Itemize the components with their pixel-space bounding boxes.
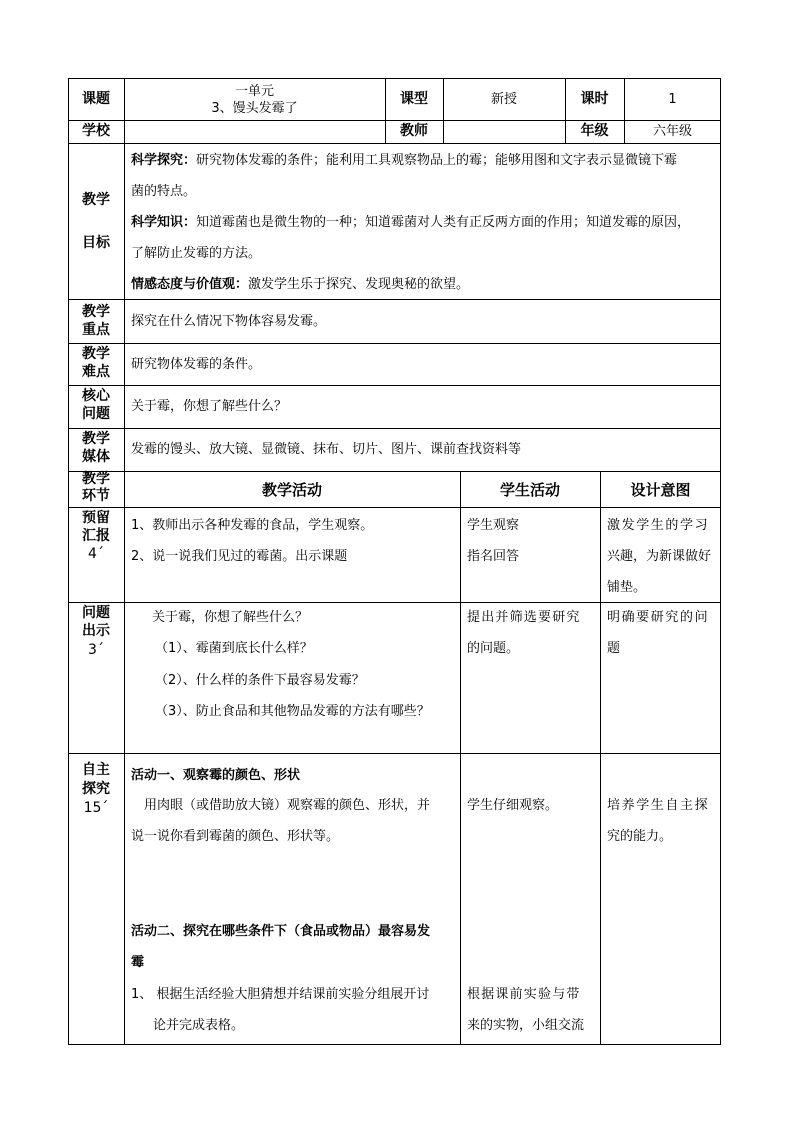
stage2-design-line-2: 题 [607, 641, 621, 656]
grade-label: 年级 [580, 123, 609, 139]
core-question-label-line-2: 问题 [82, 406, 110, 422]
stage3-time: 15´ [83, 800, 109, 816]
stage3-activity2-title-line-2: 霉 [131, 955, 145, 970]
period-value: 1 [668, 92, 677, 107]
core-question-label-line-1: 核心 [82, 388, 110, 404]
stage3-activity1-title: 活动一、观察霉的颜色、形状 [131, 768, 301, 783]
stage2-teaching-line-3: （2）、什么样的条件下最容易发霉？ [155, 673, 365, 688]
stage3-activity2-item-line-1: 1、 根据生活经验大胆猜想并结课前实验分组展开讨 [131, 987, 430, 1002]
type-value: 新授 [490, 92, 517, 107]
difficulty-label-line-1: 教学 [82, 346, 110, 362]
row-divider [68, 143, 721, 144]
goal-science-knowledge-title: 科学知识： [131, 215, 197, 230]
media-label-line-2: 媒体 [82, 449, 110, 465]
stage2-teaching-line-2: （1）、霉菌到底长什么样？ [155, 641, 313, 656]
row-divider [68, 343, 721, 344]
row-divider [68, 471, 721, 472]
stage2-design-line-1: 明确要研究的问 [607, 610, 710, 625]
stage3-design-line-2: 究的能力。 [607, 829, 673, 844]
stage2-teaching-line-1: 关于霉，你想了解些什么？ [152, 610, 309, 625]
core-question-text: 关于霉，你想了解些什么？ [131, 399, 288, 414]
grade-value: 六年级 [652, 124, 692, 139]
column-divider [443, 78, 444, 143]
stage3-activity1-line-1: 用肉眼（或借助放大镜）观察霉的颜色、形状，并 [144, 798, 431, 813]
stage1-design-line-3: 铺垫。 [607, 580, 647, 595]
stage1-label-line-1: 预留 [82, 510, 110, 526]
row-divider [68, 507, 721, 508]
process-label-line-1: 教学 [82, 471, 110, 487]
stage2-student-line-2: 的问题。 [467, 641, 520, 656]
stage2-teaching-line-4: （3）、防止食品和其他物品发霉的方法有哪些？ [155, 704, 430, 719]
topic-line-1: 一单元 [234, 84, 274, 99]
goals-label-line-1: 教学 [82, 192, 110, 208]
topic-label: 课题 [82, 91, 110, 107]
row-divider [68, 428, 721, 429]
goal-science-inquiry-title: 科学探究： [131, 153, 197, 168]
column-header-student: 学生活动 [499, 481, 560, 499]
stage1-teaching-line-2: 2、说一说我们见过的霉菌。出示课题 [131, 549, 348, 564]
media-text: 发霉的馒头、放大镜、显微镜、抹布、切片、图片、课前查找资料等 [131, 442, 522, 457]
goal-science-inquiry-line-2: 菌的特点。 [131, 184, 197, 199]
difficulty-label-line-2: 难点 [82, 364, 110, 380]
stage3-activity1-line-2: 说一说你看到霉菌的颜色、形状等。 [131, 829, 340, 844]
goal-science-knowledge-line-1: 科学知识：知道霉菌也是微生物的一种；知道霉菌对人类有正反两方面的作用；知道发霉的原因， [131, 215, 691, 230]
teacher-label: 教师 [400, 123, 428, 139]
goal-attitude-title: 情感态度与价值观： [131, 277, 249, 292]
column-header-teaching: 教学活动 [261, 481, 322, 499]
school-label: 学校 [82, 123, 110, 139]
focus-label-line-1: 教学 [82, 304, 110, 320]
focus-label-line-2: 重点 [82, 322, 110, 338]
topic-line-2: 3、馒头发霉了 [211, 101, 298, 116]
period-label: 课时 [580, 91, 609, 107]
stage3-label-line-1: 自主 [82, 762, 110, 778]
stage1-design-line-2: 兴趣，为新课做好 [607, 549, 712, 564]
stage2-label-line-2: 出示 [82, 623, 110, 639]
media-label-line-1: 教学 [82, 431, 110, 447]
goal-attitude-line: 情感态度与价值观：激发学生乐于探究、发现奥秘的欲望。 [131, 277, 470, 292]
goal-science-inquiry-line-1: 科学探究：研究物体发霉的条件；能利用工具观察物品上的霉；能够用图和文字表示显微镜下霉 [131, 153, 678, 168]
stage1-student-line-1: 学生观察 [467, 518, 520, 533]
stage1-time: 4´ [88, 546, 104, 562]
process-label-line-2: 环节 [82, 488, 110, 504]
stage3-label-line-2: 探究 [82, 781, 110, 797]
stage1-teaching-line-1: 1、教师出示各种发霉的食品，学生观察。 [131, 518, 374, 533]
column-divider [600, 471, 601, 1045]
stage1-student-line-2: 指名回答 [467, 549, 520, 564]
row-divider [68, 299, 721, 300]
type-label: 课型 [400, 91, 428, 107]
stage2-label-line-1: 问题 [82, 605, 110, 621]
goal-science-knowledge-line-2: 了解防止发霉的方法。 [131, 246, 262, 261]
row-divider [68, 385, 721, 386]
column-divider [124, 78, 125, 1045]
goals-label-line-2: 目标 [82, 235, 110, 251]
focus-text: 探究在什么情况下物体容易发霉。 [131, 314, 327, 329]
row-divider [68, 753, 721, 754]
difficulty-text: 研究物体发霉的条件。 [131, 357, 262, 372]
stage3-design-line-1: 培养学生自主探 [607, 798, 710, 813]
column-header-design: 设计意图 [630, 481, 691, 499]
stage3-activity2-item-line-2: 论并完成表格。 [153, 1018, 245, 1033]
row-divider [68, 602, 721, 603]
stage3-activity2-title-line-1: 活动二、探究在哪些条件下（食品或物品）最容易发 [131, 924, 431, 939]
stage2-time: 3´ [88, 642, 104, 658]
stage3-student-line-2: 根据课前实验与带 [467, 987, 581, 1002]
column-divider [460, 471, 461, 1045]
stage3-student-line-3: 来的实物，小组交流 [467, 1018, 585, 1033]
stage1-label-line-2: 汇报 [82, 528, 110, 544]
stage3-student-line-1: 学生仔细观察。 [467, 798, 559, 813]
stage2-student-line-1: 提出并筛选要研究 [467, 610, 581, 625]
stage1-design-line-1: 激发学生的学习 [607, 518, 710, 533]
